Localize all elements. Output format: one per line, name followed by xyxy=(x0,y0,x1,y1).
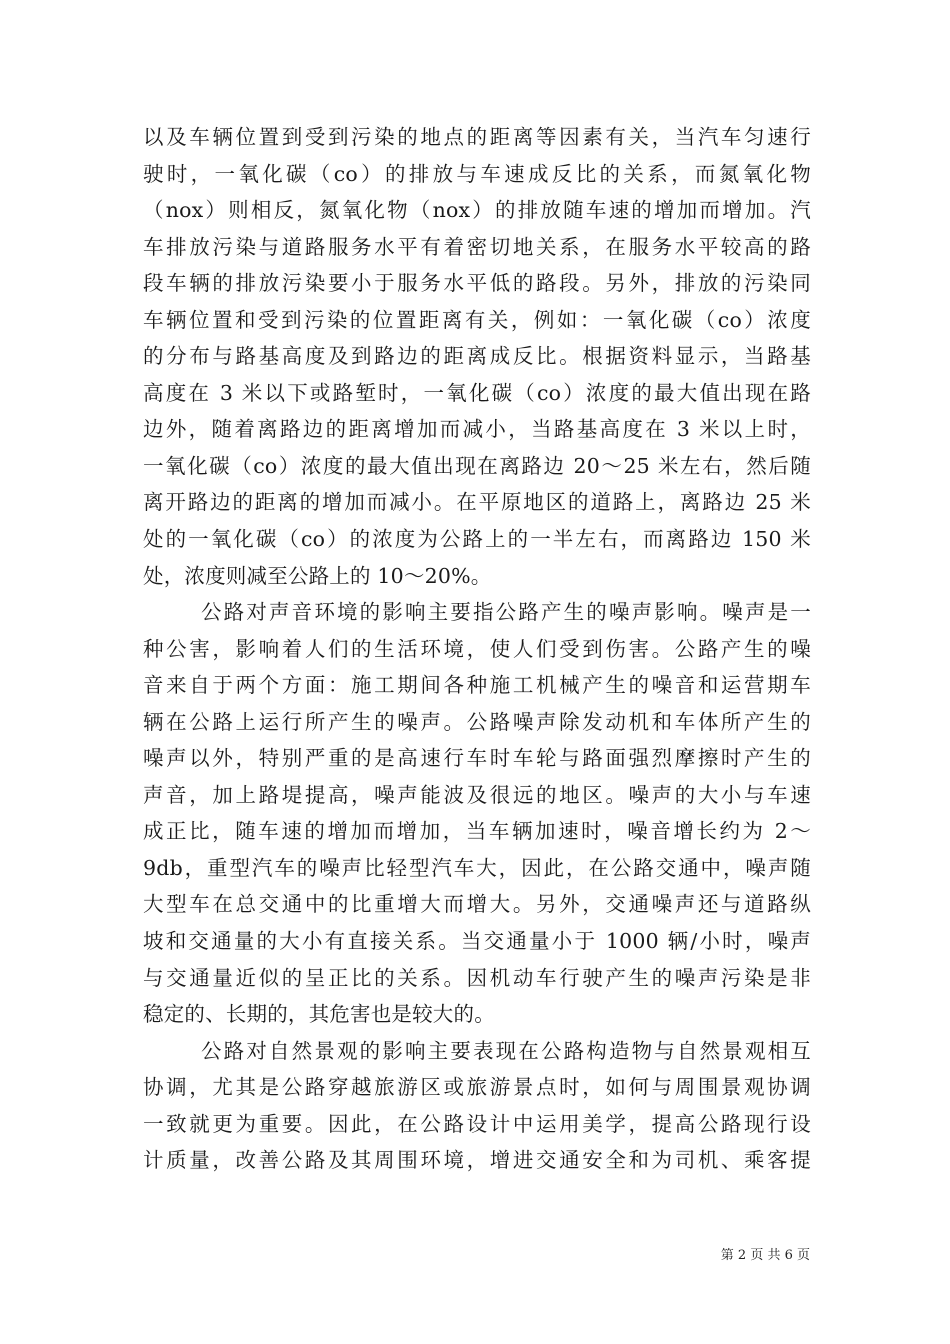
document-body xyxy=(143,119,811,1179)
text-line: 一氧化碳（co）浓度的最大值出现在离路边 20～25 米左右，然后随 xyxy=(143,453,811,478)
text-line: 大型车在总交通中的比重增大而增大。另外，交通噪声还与道路纵 xyxy=(143,892,811,917)
text-line: 车辆位置和受到污染的位置距离有关，例如：一氧化碳（co）浓度 xyxy=(143,307,811,332)
text-line: 处，浓度则减至公路上的 10～20%。 xyxy=(143,563,492,588)
text-line: 稳定的、长期的，其危害也是较大的。 xyxy=(143,1002,495,1027)
text-line: 计质量，改善公路及其周围环境，增进交通安全和为司机、乘客提 xyxy=(143,1148,811,1173)
text-line: 声音，加上路堤提高，噪声能波及很远的地区。噪声的大小与车速 xyxy=(143,782,811,807)
text-line: 种公害，影响着人们的生活环境，使人们受到伤害。公路产生的噪 xyxy=(143,636,811,661)
text-line: 9db，重型汽车的噪声比轻型汽车大，因此，在公路交通中，噪声随 xyxy=(143,855,811,880)
paragraph-first-line: 公路对自然景观的影响主要表现在公路构造物与自然景观相互 xyxy=(201,1038,811,1063)
text-line: （nox）则相反，氮氧化物（nox）的排放随车速的增加而增加。汽 xyxy=(143,198,811,223)
text-line: 段车辆的排放污染要小于服务水平低的路段。另外，排放的污染同 xyxy=(143,271,811,296)
text-line: 车排放污染与道路服务水平有着密切地关系，在服务水平较高的路 xyxy=(143,234,811,259)
text-line: 高度在 3 米以下或路堑时，一氧化碳（co）浓度的最大值出现在路 xyxy=(143,380,811,405)
text-line: 一致就更为重要。因此，在公路设计中运用美学，提高公路现行设 xyxy=(143,1111,811,1136)
text-line: 与交通量近似的呈正比的关系。因机动车行驶产生的噪声污染是非 xyxy=(143,965,811,990)
text-line: 以及车辆位置到受到污染的地点的距离等因素有关，当汽车匀速行 xyxy=(143,125,811,149)
page-number-footer: 第 2 页 共 6 页 xyxy=(720,1248,810,1263)
text-line: 坡和交通量的大小有直接关系。当交通量小于 1000 辆/小时，噪声 xyxy=(143,929,811,954)
text-line: 的分布与路基高度及到路边的距离成反比。根据资料显示，当路基 xyxy=(143,344,811,369)
text-line: 音来自于两个方面：施工期间各种施工机械产生的噪音和运营期车 xyxy=(143,673,811,698)
text-line: 辆在公路上运行所产生的噪声。公路噪声除发动机和车体所产生的 xyxy=(143,709,811,734)
paragraph-first-line: 公路对声音环境的影响主要指公路产生的噪声影响。噪声是一 xyxy=(201,600,811,625)
text-line: 离开路边的距离的增加而减小。在平原地区的道路上，离路边 25 米 xyxy=(143,490,811,515)
text-line: 协调，尤其是公路穿越旅游区或旅游景点时，如何与周围景观协调 xyxy=(143,1075,811,1100)
text-line: 成正比，随车速的增加而增加，当车辆加速时，噪音增长约为 2～ xyxy=(143,819,811,844)
text-line: 边外，随着离路边的距离增加而减小，当路基高度在 3 米以上时， xyxy=(143,417,811,442)
text-line: 驶时，一氧化碳（co）的排放与车速成反比的关系，而氮氧化物 xyxy=(143,161,811,186)
text-line: 噪声以外，特别严重的是高速行车时车轮与路面强烈摩擦时产生的 xyxy=(143,746,811,771)
text-line: 处的一氧化碳（co）的浓度为公路上的一半左右，而离路边 150 米 xyxy=(143,527,811,552)
